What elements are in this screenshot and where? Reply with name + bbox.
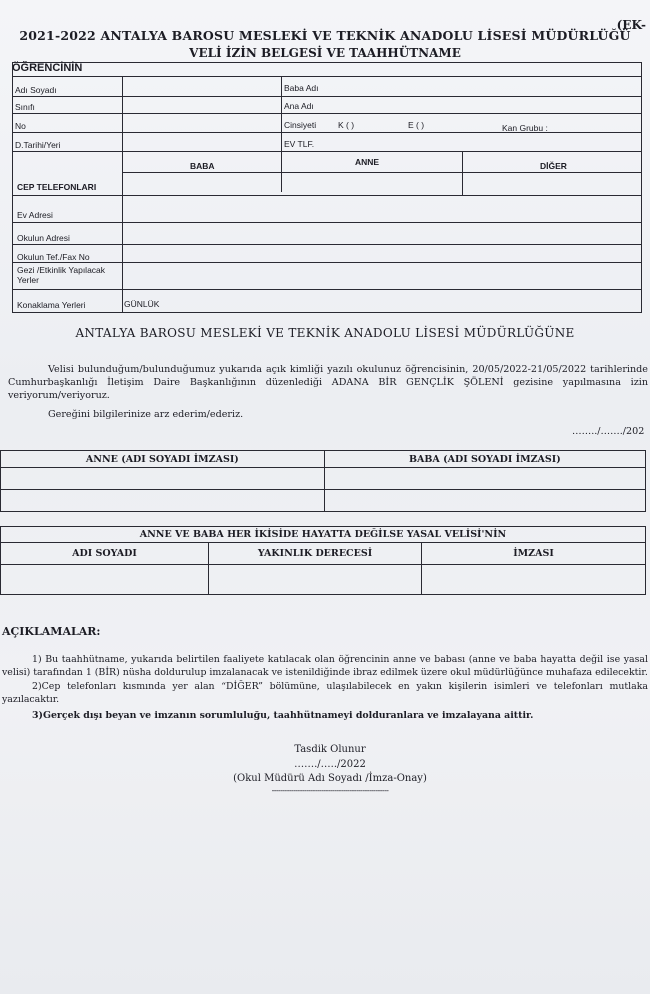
grid-line [12, 62, 642, 63]
approval-text: Tasdik Olunur [294, 744, 366, 755]
school-title: 2021-2022 ANTALYA BAROSU MESLEKİ VE TEKNİK ANADOLU LİSESİ MÜDÜRLÜĞÜ [19, 28, 631, 43]
approval-date: ……./…../2022 [294, 759, 366, 770]
guardian-table [0, 526, 646, 595]
form-title: VELİ İZİN BELGESİ VE TAAHHÜTNAME [189, 46, 461, 60]
grid-line [462, 151, 463, 195]
student-section-title: ÖĞRENCİNİN [12, 62, 83, 74]
father-signature-cell[interactable] [324, 490, 645, 512]
letter-date: ……../……./202 [572, 426, 645, 437]
note-2: 2)Cep telefonları kısmında yer alan “DİĞER” bölümüne, ulaşılabilecek en yakın kişilerin isimleri ve telefonları mutlaka yazılacaktır. [2, 681, 648, 705]
label-trip-places: Gezi /Etkinlik Yapılacak Yerler [17, 265, 106, 285]
label-blood: Kan Grubu : [502, 123, 548, 133]
grid-line [12, 312, 642, 313]
label-other: DİĞER [540, 161, 567, 171]
label-mobile: CEP TELEFONLARI [17, 182, 97, 192]
guardian-col-relation: YAKINLIK DERECESİ [209, 543, 422, 565]
letter-closing: Gereğini bilgilerinize arz ederim/ederiz. [48, 409, 244, 420]
grid-line [12, 195, 642, 196]
label-home-address: Ev Adresi [17, 210, 53, 220]
grid-line [122, 77, 123, 312]
approval-signature-line: ------------------------------------------------------ [271, 786, 389, 795]
gender-male: E ( ) [408, 120, 425, 130]
approval-signer: (Okul Müdürü Adı Soyadı /İmza-Onay) [233, 773, 427, 784]
grid-line [12, 262, 642, 263]
father-signature-header: BABA (ADI SOYADI İMZASI) [324, 451, 645, 468]
notes-title: AÇIKLAMALAR: [2, 625, 101, 638]
label-father-name: Baba Adı [284, 83, 319, 93]
label-school-phone: Okulun Tef./Fax No [17, 252, 90, 262]
label-father: BABA [190, 161, 215, 171]
guardian-title: ANNE VE BABA HER İKİSİDE HAYATTA DEĞİLSE YASAL VELİSİ'NİN [1, 527, 646, 543]
father-signature-cell[interactable] [324, 468, 645, 490]
label-mother-name: Ana Adı [284, 101, 314, 111]
mother-signature-header: ANNE (ADI SOYADI İMZASI) [1, 451, 325, 468]
mother-signature-cell[interactable] [1, 468, 325, 490]
label-school-address: Okulun Adresi [17, 233, 70, 243]
letter-addressee: ANTALYA BAROSU MESLEKİ VE TEKNİK ANADOLU LİSESİ MÜDÜRLÜĞÜNE [75, 326, 575, 340]
grid-line [12, 151, 642, 152]
label-gender: Cinsiyeti [284, 120, 317, 130]
grid-line [12, 96, 642, 97]
guardian-col-name: ADI SOYADI [1, 543, 209, 565]
letter-body: Velisi bulunduğum/bulunduğumuz yukarıda açık kimliği yazılı okulunuz öğrencisinin, 20/05/2022-21/05/2022 tarihlerinde Cumhurbaşkanlığı İletişim Daire Başkanlığının düzenlediği ADANA BİR GENÇLİK ŞÖLENİ gezisine yapılmasına izin veriyorum/veriyoruz. [8, 364, 648, 401]
note-1: 1) Bu taahhütname, yukarıda belirtilen faaliyete katılacak olan öğrencinin anne ve babası (anne ve baba hayatta değil ise yasal velisi) tarafından 1 (BİR) nüsha doldurulup imzalanacak ve istenildiğinde ibraz edilmek üzere okul müdürlüğünce muhafaza edilecektir. [2, 654, 648, 678]
label-birth: D.Tarihi/Yeri [15, 140, 61, 150]
appendix-label: (EK- [616, 18, 646, 32]
grid-line [12, 289, 642, 290]
grid-line [12, 113, 642, 114]
grid-line [641, 62, 642, 312]
grid-line [12, 222, 642, 223]
grid-line [12, 244, 642, 245]
accommodation-value: GÜNLÜK [124, 299, 160, 309]
guardian-signature-cell[interactable] [422, 565, 646, 595]
guardian-name-cell[interactable] [1, 565, 209, 595]
label-mother: ANNE [355, 157, 380, 167]
gender-female: K ( ) [338, 120, 355, 130]
label-name: Adı Soyadı [15, 85, 57, 95]
label-home-phone: EV TLF. [284, 139, 315, 149]
grid-line [12, 62, 13, 312]
guardian-relation-cell[interactable] [209, 565, 422, 595]
mother-signature-cell[interactable] [1, 490, 325, 512]
grid-line [122, 172, 642, 173]
label-no: No [15, 121, 26, 131]
grid-line [281, 77, 282, 192]
guardian-col-signature: İMZASI [422, 543, 646, 565]
note-3: 3)Gerçek dışı beyan ve imzanın sorumluluğu, taahhütnameyi dolduranlara ve imzalayana aittir. [32, 710, 534, 721]
parent-signature-table [0, 450, 646, 512]
grid-line [12, 76, 642, 77]
label-accommodation: Konaklama Yerleri [17, 300, 86, 310]
label-class: Sınıfı [15, 102, 35, 112]
